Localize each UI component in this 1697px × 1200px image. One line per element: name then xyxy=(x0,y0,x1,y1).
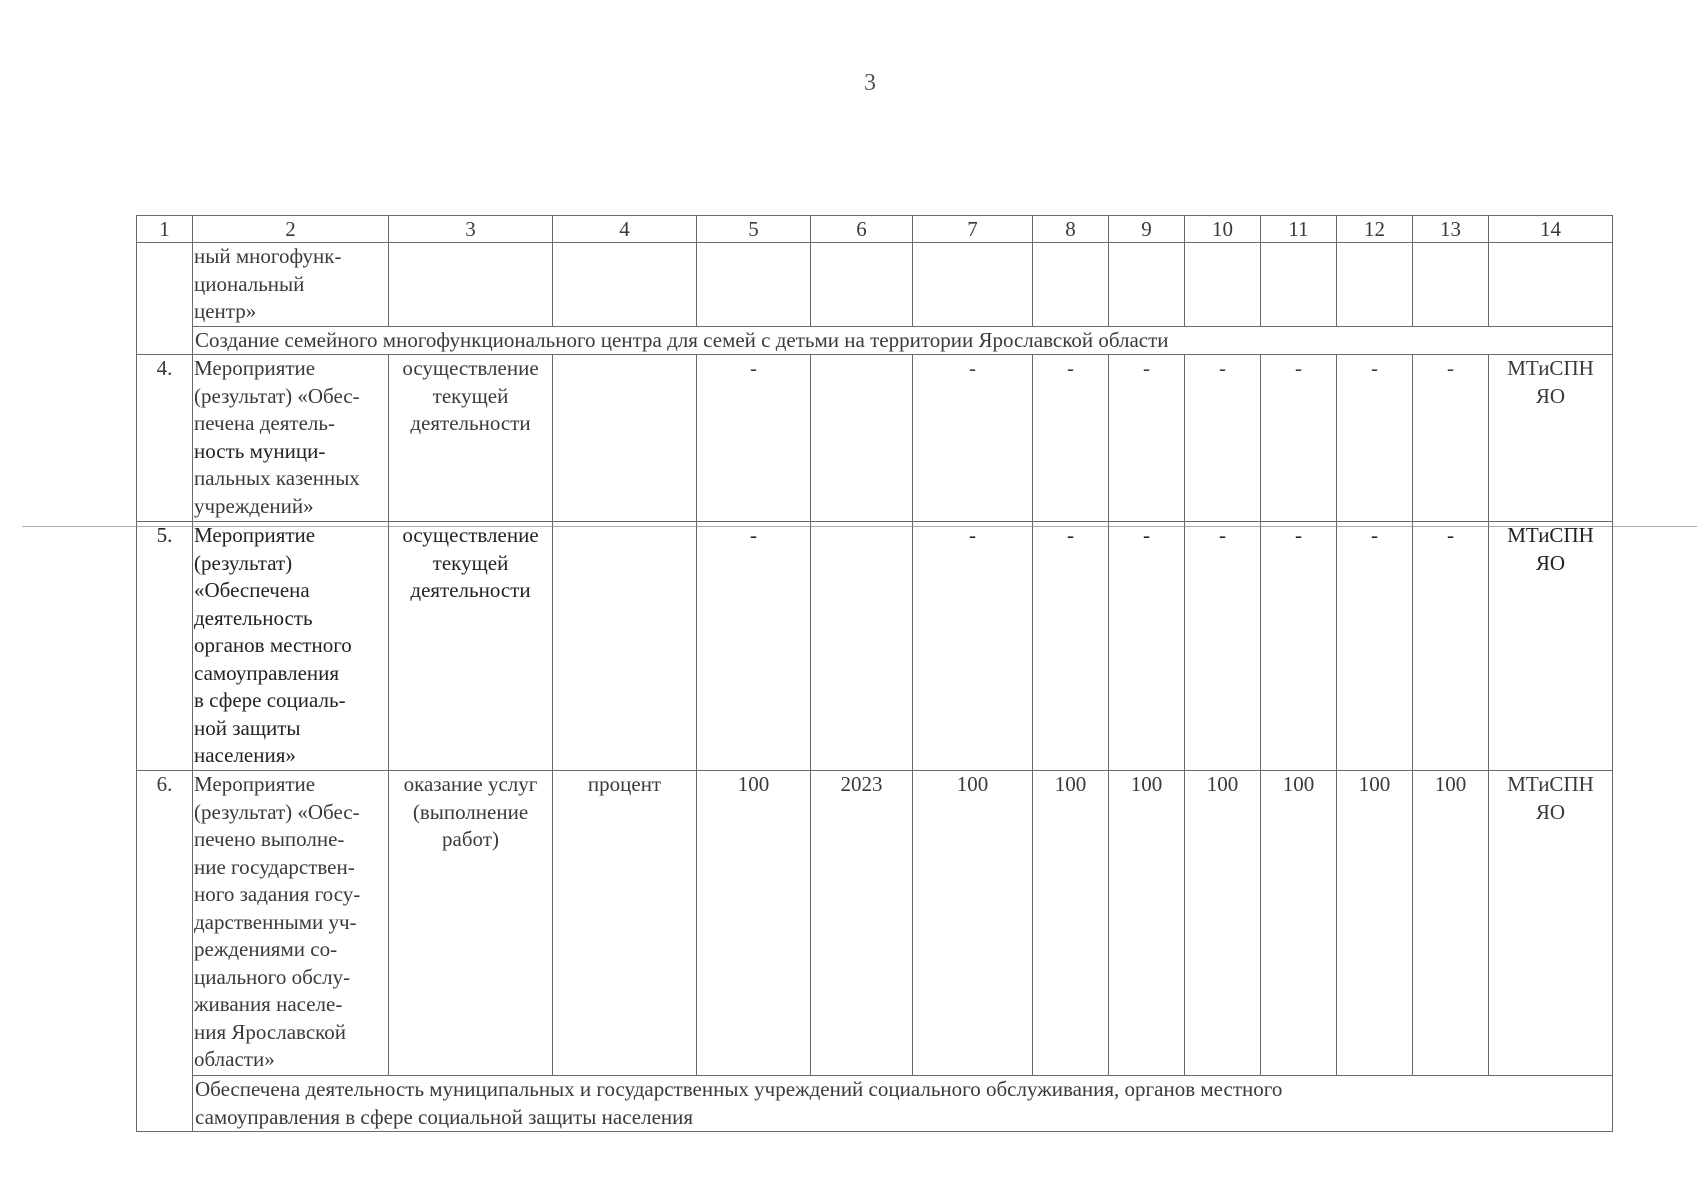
header-cell: 14 xyxy=(1489,216,1613,243)
text-line: в сфере социаль- xyxy=(194,688,346,712)
event-name-cell xyxy=(193,771,389,1076)
event-name-cell xyxy=(193,355,389,522)
text-line: органов местного xyxy=(194,633,352,657)
event-name-cell xyxy=(193,243,389,327)
value-cell xyxy=(811,243,913,327)
value-cell xyxy=(1337,243,1413,327)
value-cell: - xyxy=(1261,522,1337,771)
value-cell xyxy=(811,355,913,522)
text-line: ной защиты xyxy=(194,715,301,740)
value-cell: 100 xyxy=(1413,771,1489,1076)
text-line: Мероприятие xyxy=(194,523,316,547)
page-number: 3 xyxy=(864,70,876,96)
text-line: ние государствен- xyxy=(194,854,355,879)
value-cell xyxy=(1109,243,1185,327)
text-line: печено выполне- xyxy=(194,827,345,851)
text-line: деятельности xyxy=(410,578,531,602)
header-cell: 8 xyxy=(1033,216,1109,243)
value-cell: - xyxy=(1337,522,1413,771)
header-cell: 4 xyxy=(553,216,697,243)
value-cell: 2023 xyxy=(811,771,913,1076)
unit-cell xyxy=(553,355,697,522)
unit-cell: процент xyxy=(553,771,697,1076)
value-cell: 100 xyxy=(697,771,811,1076)
table-row-summary xyxy=(137,1076,1613,1132)
value-cell: 100 xyxy=(1185,771,1261,1076)
value-cell: 100 xyxy=(1109,771,1185,1076)
event-type-cell xyxy=(389,243,553,327)
table-row xyxy=(137,522,1613,771)
value-cell xyxy=(1413,243,1489,327)
header-cell: 9 xyxy=(1109,216,1185,243)
text-line: МТиСПН xyxy=(1507,772,1594,796)
row-number-cell: 6. xyxy=(137,771,193,1132)
event-type-cell xyxy=(389,771,553,1076)
text-line: Мероприятие xyxy=(194,356,316,380)
header-cell: 3 xyxy=(389,216,553,243)
value-cell: - xyxy=(1413,522,1489,771)
table-row-summary xyxy=(137,326,1613,355)
header-cell: 5 xyxy=(697,216,811,243)
value-cell: - xyxy=(1033,522,1109,771)
text-line: деятельность xyxy=(194,605,313,630)
text-line: (результат) «Обес- xyxy=(194,383,360,408)
text-line: живания населе- xyxy=(194,992,343,1016)
event-type-cell xyxy=(389,522,553,771)
text-line: МТиСПН xyxy=(1507,356,1594,380)
value-cell xyxy=(1261,243,1337,327)
header-cell: 12 xyxy=(1337,216,1413,243)
table-row xyxy=(137,771,1613,1076)
value-cell: 100 xyxy=(913,771,1033,1076)
value-cell: - xyxy=(1261,355,1337,522)
text-line: самоуправления в сфере социальной защиты населения xyxy=(195,1104,694,1129)
event-name-cell xyxy=(193,522,389,771)
value-cell: - xyxy=(1185,355,1261,522)
text-line: населения» xyxy=(194,743,296,767)
text-line: ность муници- xyxy=(194,438,326,463)
text-line: текущей xyxy=(432,550,509,575)
result-description-cell: Создание семейного многофункционального центра для семей с детьми на территории Ярославской области xyxy=(193,326,1613,355)
result-description-cell xyxy=(193,1076,1613,1132)
value-cell: - xyxy=(1413,355,1489,522)
row-number-cell: 5. xyxy=(137,522,193,771)
header-cell: 11 xyxy=(1261,216,1337,243)
text-line: центр» xyxy=(194,299,257,323)
text-line: Обеспечена деятельность муниципальных и государственных учреждений социального обслуживания, органов местного xyxy=(195,1077,1283,1101)
value-cell: 100 xyxy=(1261,771,1337,1076)
text-line: области» xyxy=(194,1047,275,1071)
value-cell: - xyxy=(1185,522,1261,771)
responsible-cell xyxy=(1489,771,1613,1076)
value-cell: - xyxy=(1109,355,1185,522)
row-number-cell: 4. xyxy=(137,355,193,522)
text-line: оказание услуг xyxy=(403,772,538,796)
text-line: ЯО xyxy=(1535,383,1566,408)
header-cell: 1 xyxy=(137,216,193,243)
responsible-cell xyxy=(1489,522,1613,771)
text-line: циональный xyxy=(194,271,305,296)
value-cell: - xyxy=(697,522,811,771)
text-line: деятельности xyxy=(410,411,531,435)
unit-cell xyxy=(553,243,697,327)
value-cell xyxy=(913,243,1033,327)
value-cell: - xyxy=(1337,355,1413,522)
header-cell: 6 xyxy=(811,216,913,243)
row-number-cell xyxy=(137,243,193,355)
text-line: ЯО xyxy=(1535,799,1566,824)
text-line: осуществление xyxy=(402,356,539,380)
text-line: дарственными уч- xyxy=(194,909,357,934)
header-cell: 13 xyxy=(1413,216,1489,243)
text-line: самоуправления xyxy=(194,660,340,685)
header-cell: 7 xyxy=(913,216,1033,243)
text-line: МТиСПН xyxy=(1507,523,1594,547)
table-row xyxy=(137,243,1613,327)
value-cell xyxy=(811,522,913,771)
value-cell: - xyxy=(1109,522,1185,771)
value-cell xyxy=(1185,243,1261,327)
responsible-cell xyxy=(1489,243,1613,327)
text-line: «Обеспечена xyxy=(194,578,310,602)
header-cell: 10 xyxy=(1185,216,1261,243)
text-line: циального обслу- xyxy=(194,964,351,989)
text-line: реждениями со- xyxy=(194,937,338,961)
event-type-cell xyxy=(389,355,553,522)
text-line: Мероприятие xyxy=(194,772,316,796)
value-cell: - xyxy=(913,355,1033,522)
text-line: (результат) xyxy=(194,550,293,575)
value-cell xyxy=(697,243,811,327)
table-row xyxy=(137,355,1613,522)
value-cell: - xyxy=(697,355,811,522)
value-cell: - xyxy=(913,522,1033,771)
value-cell: 100 xyxy=(1337,771,1413,1076)
text-line: (выполнение xyxy=(412,799,529,824)
text-line: текущей xyxy=(432,383,509,408)
unit-cell xyxy=(553,522,697,771)
value-cell xyxy=(1033,243,1109,327)
text-line: работ) xyxy=(442,827,499,851)
responsible-cell xyxy=(1489,355,1613,522)
text-line: пальных казенных xyxy=(194,466,360,490)
text-line: печена деятель- xyxy=(194,411,335,435)
text-line: осуществление xyxy=(402,523,539,547)
table-header-row xyxy=(137,216,1613,243)
value-cell: 100 xyxy=(1033,771,1109,1076)
text-line: ЯО xyxy=(1535,550,1566,575)
text-line: учреждений» xyxy=(194,493,314,518)
text-line: ния Ярославской xyxy=(194,1019,347,1044)
indicator-table xyxy=(136,215,1613,1132)
text-line: (результат) «Обес- xyxy=(194,799,360,824)
header-cell: 2 xyxy=(193,216,389,243)
value-cell: - xyxy=(1033,355,1109,522)
text-line: ного задания госу- xyxy=(194,882,361,906)
text-line: ный многофунк- xyxy=(194,244,342,268)
